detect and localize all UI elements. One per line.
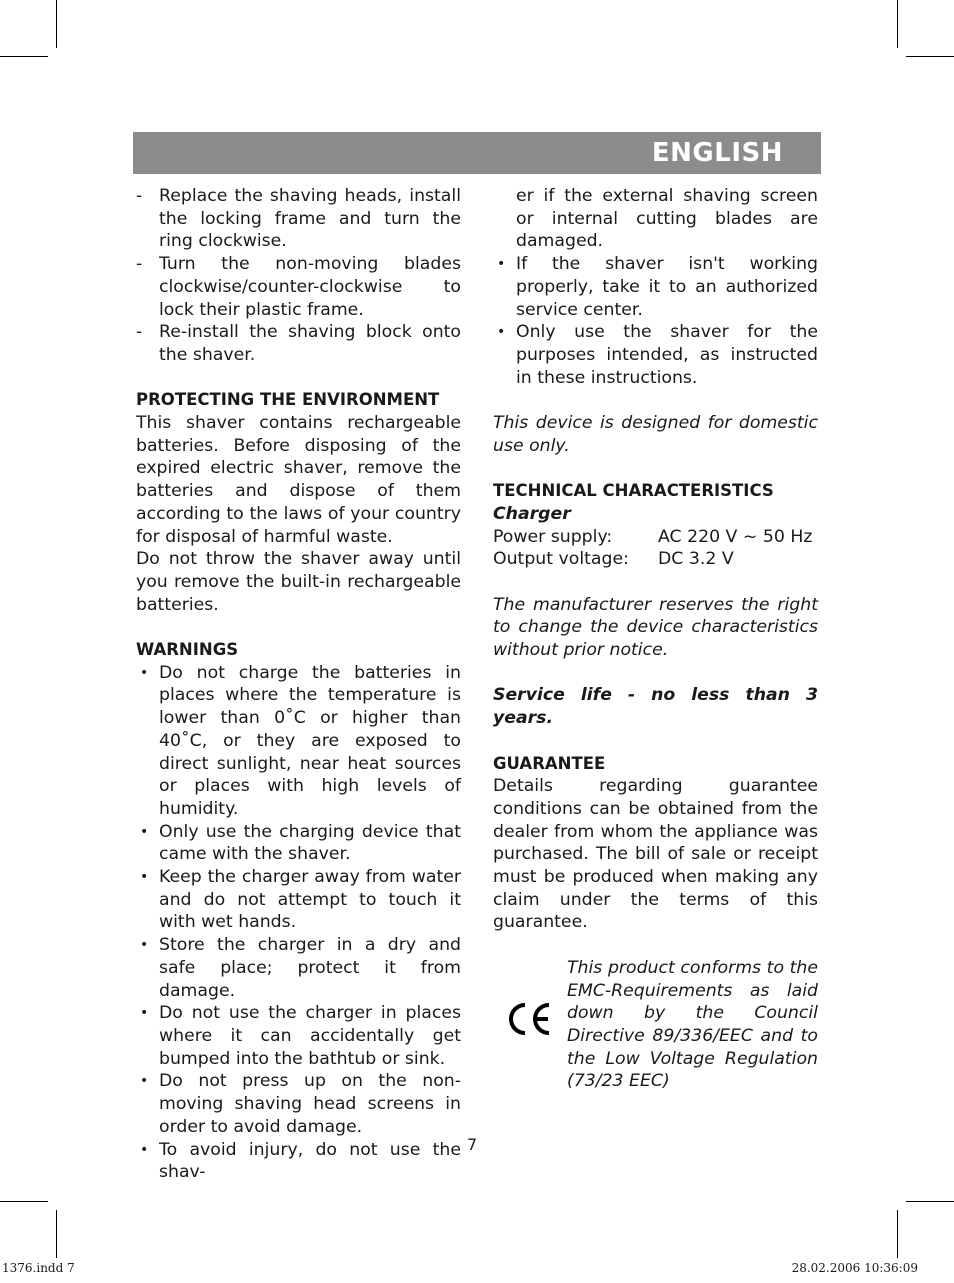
- bullet-marker: •: [140, 869, 149, 886]
- crop-mark: [897, 0, 898, 48]
- list-item: • Do not charge the batteries in places where the temperature is lower than 0˚C or higher than 40˚C, or they are exposed to direct sunlight, near heat sources or places with high levels of humidity.: [140, 662, 461, 819]
- crop-mark: [897, 1210, 898, 1258]
- warnings-heading: WARNINGS: [136, 640, 239, 660]
- domestic-use-note: This device is designed for domestic use only.: [493, 413, 818, 456]
- list-item: • Keep the charger away from water and do not attempt to touch it with wet hands.: [140, 867, 461, 933]
- environment-paragraph: Do not throw the shaver away until you remove the built-in rechargeable batteries.: [136, 549, 461, 615]
- banner-title: ENGLISH: [651, 138, 783, 168]
- crop-mark: [56, 0, 57, 48]
- list-item: - Replace the shaving heads, install the locking frame and turn the ring clockwise.: [136, 186, 461, 252]
- crop-mark: [906, 1201, 954, 1202]
- list-item: • Store the charger in a dry and safe place; protect it from damage.: [140, 935, 461, 1001]
- dash-list: [136, 185, 461, 367]
- guarantee-paragraph: Details regarding guarantee conditions can be obtained from the dealer from whom the appliance was purchased. The bill of sale or receipt must be produced when making any claim under the terms of this guarantee.: [493, 776, 818, 933]
- right-column: [493, 185, 818, 1093]
- list-item: - Re-install the shaving block onto the shaver.: [136, 322, 461, 365]
- list-item: • Do not use the charger in places where it can accidentally get bumped into the bathtub or sink.: [140, 1003, 461, 1069]
- crop-mark: [56, 1210, 57, 1258]
- list-item: • Do not press up on the non-moving shaving head screens in order to avoid damage.: [140, 1071, 461, 1137]
- crop-mark: [0, 1201, 48, 1202]
- technical-heading: TECHNICAL CHARACTERISTICS: [493, 481, 774, 501]
- spec-row: [493, 526, 818, 549]
- crop-mark: [0, 56, 48, 57]
- left-column: [136, 185, 461, 1184]
- environment-heading: PROTECTING THE ENVIRONMENT: [136, 390, 440, 410]
- continued-warning: er if the external shaving screen or internal cutting blades are damaged.: [516, 186, 818, 252]
- charger-label: Charger: [493, 503, 571, 524]
- bullet-marker: •: [140, 1141, 149, 1158]
- service-life-note: Service life - no less than 3 years.: [493, 685, 818, 729]
- list-item: - Turn the non-moving blades clockwise/counter-clockwise to lock their plastic frame.: [136, 254, 461, 320]
- spec-value: AC 220 V ~ 50 Hz: [658, 526, 813, 547]
- spec-row: [493, 548, 818, 571]
- ce-mark-icon: [505, 1001, 553, 1037]
- file-slug: 1376.indd 7: [2, 1261, 75, 1275]
- spec-label: Power supply:: [493, 526, 613, 547]
- environment-paragraph: This shaver contains rechargeable batteries. Before disposing of the expired electric shaver, remove the batteries and dispose of them according to the laws of your country for disposal of harmful waste.: [136, 413, 461, 547]
- language-banner: [133, 132, 821, 174]
- spec-label: Output voltage:: [493, 549, 629, 570]
- manufacturer-note: The manufacturer reserves the right to change the device characteristics without prior notice.: [493, 594, 818, 661]
- list-item: • Only use the charging device that came with the shaver.: [140, 821, 461, 865]
- ce-conformity-block: [493, 957, 818, 1093]
- list-item: • Only use the shaver for the purposes intended, as instructed in these instructions.: [497, 322, 818, 388]
- dash-marker: -: [136, 254, 143, 275]
- bullet-marker: •: [140, 1073, 149, 1090]
- bullet-marker: •: [140, 823, 149, 840]
- spec-value: DC 3.2 V: [658, 549, 734, 570]
- crop-mark: [906, 56, 954, 57]
- guarantee-heading: GUARANTEE: [493, 753, 606, 773]
- bullet-marker: •: [497, 256, 506, 273]
- print-timestamp: 28.02.2006 10:36:09: [791, 1261, 918, 1275]
- bullet-marker: •: [497, 324, 506, 341]
- page-number: 7: [467, 1135, 478, 1154]
- warnings-list: [136, 662, 461, 1184]
- ce-conformity-text: This product conforms to the EMC-Requirements as laid down by the Council Directive 89/336/EEC and to the Low Voltage Regulation (73/23 EEC): [567, 957, 818, 1092]
- list-item: • To avoid injury, do not use the shav-: [140, 1139, 461, 1183]
- warnings-list-continued: [493, 253, 818, 389]
- bullet-marker: •: [140, 937, 149, 954]
- dash-marker: -: [136, 322, 143, 343]
- dash-marker: -: [136, 186, 143, 206]
- list-item: • If the shaver isn't working properly, take it to an authorized service center.: [497, 254, 818, 320]
- bullet-marker: •: [140, 664, 149, 681]
- bullet-marker: •: [140, 1005, 149, 1022]
